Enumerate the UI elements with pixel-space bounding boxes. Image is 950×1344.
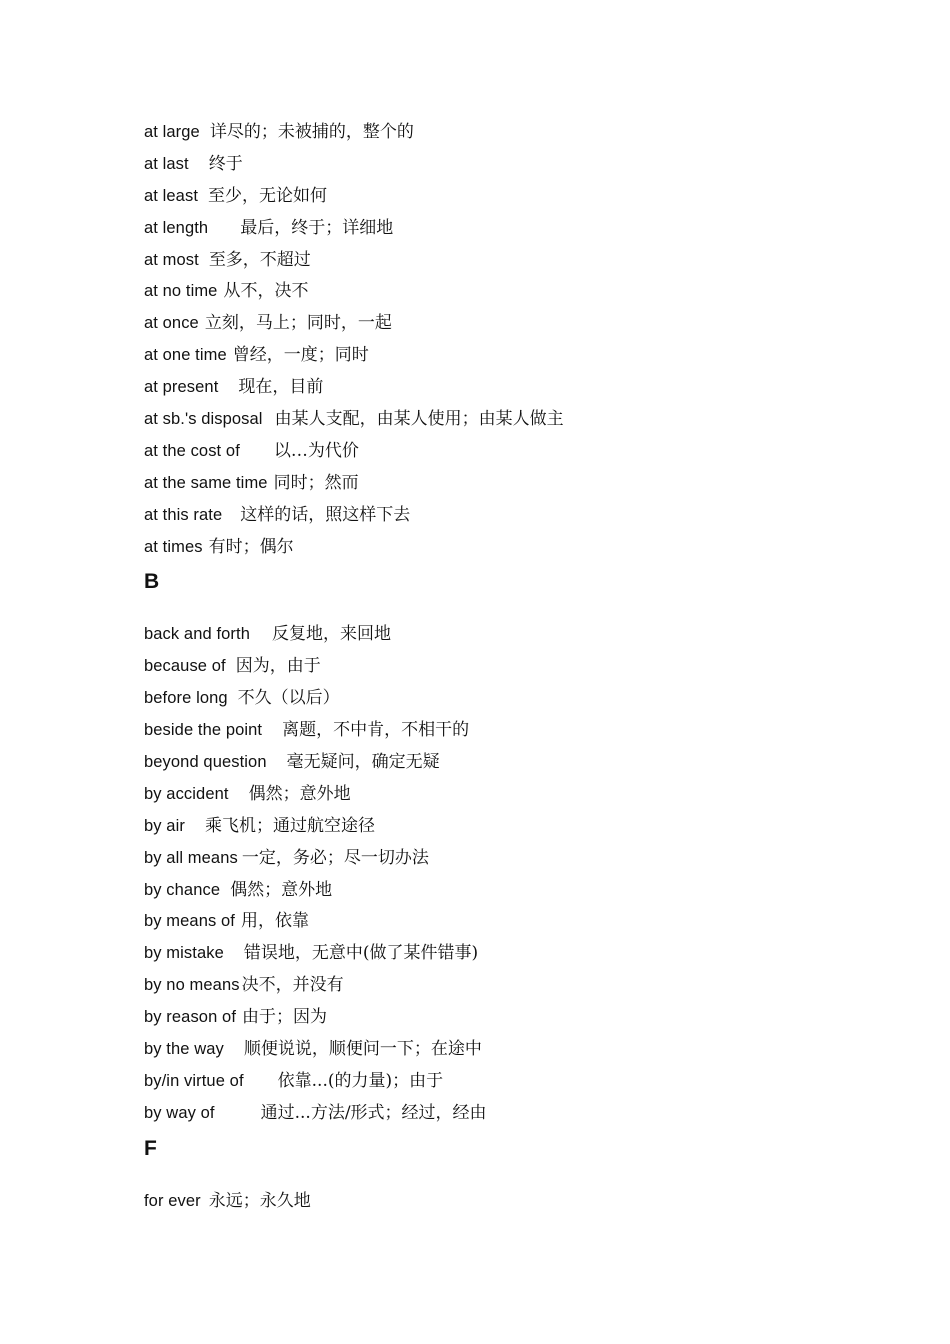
phrase-entry	[144, 842, 904, 874]
phrase-list-page	[144, 116, 904, 1217]
phrase-chinese: 由某人支配，由某人使用；由某人做主	[274, 409, 564, 430]
phrase-chinese: 不久（以后）	[237, 688, 340, 709]
phrase-entry	[144, 937, 904, 969]
phrase-chinese: 曾经，一度；同时	[232, 345, 369, 366]
phrase-chinese: 现在，目前	[238, 377, 324, 398]
phrase-entry	[144, 905, 904, 937]
phrase-entry	[144, 778, 904, 810]
phrase-entry	[144, 499, 904, 531]
phrase-english: at least	[144, 186, 198, 205]
phrase-chinese: 一定，务必；尽一切办法	[241, 847, 429, 868]
phrase-english: by way of	[144, 1103, 215, 1122]
phrase-chinese: 乘飞机；通过航空途径	[204, 815, 375, 836]
phrase-english: beyond question	[144, 753, 267, 772]
phrase-entry	[144, 531, 904, 563]
phrase-english: back and forth	[144, 625, 250, 644]
phrase-chinese: 从不，决不	[223, 281, 309, 302]
phrase-chinese: 永远；永久地	[208, 1190, 311, 1211]
phrase-chinese: 顺便说说，顺便问一下；在途中	[243, 1039, 482, 1060]
phrase-entry	[144, 244, 904, 276]
phrase-entry	[144, 116, 904, 148]
phrase-entry	[144, 275, 904, 307]
phrase-chinese: 通过...方法/形式；经过，经由	[260, 1102, 487, 1123]
phrase-english: at sb.'s disposal	[144, 410, 263, 429]
phrase-entry	[144, 1097, 904, 1129]
phrase-english: at no time	[144, 282, 218, 301]
phrase-english: by no means	[144, 976, 240, 995]
phrase-english: before long	[144, 689, 228, 708]
phrase-entry	[144, 714, 904, 746]
phrase-entry	[144, 212, 904, 244]
phrase-english: at one time	[144, 346, 227, 365]
phrase-english: by/in virtue of	[144, 1071, 244, 1090]
phrase-chinese: 至少，无论如何	[208, 185, 327, 206]
phrase-chinese: 因为，由于	[235, 656, 321, 677]
phrase-english: at times	[144, 537, 203, 556]
phrase-entry	[144, 371, 904, 403]
phrase-english: at present	[144, 378, 219, 397]
phrase-chinese: 偶然；意外地	[230, 879, 333, 900]
section-heading: B	[144, 570, 160, 594]
section-spacer	[144, 1169, 904, 1185]
phrase-entry	[144, 874, 904, 906]
phrase-english: by the way	[144, 1040, 224, 1059]
phrase-chinese: 毫无疑问，确定无疑	[286, 752, 440, 773]
phrase-entry	[144, 467, 904, 499]
phrase-entry	[144, 810, 904, 842]
phrase-entry	[144, 1033, 904, 1065]
phrase-entry	[144, 307, 904, 339]
phrase-entry	[144, 339, 904, 371]
phrase-english: by mistake	[144, 944, 224, 963]
phrase-entry	[144, 148, 904, 180]
phrase-english: by means of	[144, 912, 235, 931]
phrase-chinese: 同时；然而	[273, 472, 359, 493]
phrase-english: at this rate	[144, 505, 223, 524]
phrase-english: at the same time	[144, 473, 268, 492]
phrase-chinese: 依靠...(的力量)；由于	[277, 1070, 444, 1091]
phrase-entry	[144, 746, 904, 778]
phrase-chinese: 详尽的；未被捕的，整个的	[209, 122, 414, 142]
phrase-english: at length	[144, 218, 209, 237]
phrase-english: by chance	[144, 880, 221, 899]
phrase-chinese: 终于	[208, 153, 243, 174]
phrase-chinese: 由于；因为	[242, 1007, 328, 1028]
phrase-english: at most	[144, 250, 199, 269]
phrase-chinese: 有时；偶尔	[208, 536, 294, 557]
phrase-chinese: 反复地，来回地	[271, 624, 391, 645]
phrase-entry	[144, 1185, 904, 1217]
phrase-entry	[144, 1001, 904, 1033]
phrase-entry	[144, 969, 904, 1001]
phrase-chinese: 用，依靠	[240, 911, 309, 932]
phrase-entry	[144, 435, 904, 467]
phrase-english: by reason of	[144, 1008, 237, 1027]
phrase-english: by all means	[144, 848, 238, 867]
phrase-chinese: 离题，不中肯，不相干的	[282, 720, 470, 741]
phrase-english: at once	[144, 314, 199, 333]
phrase-english: beside the point	[144, 721, 263, 740]
phrase-chinese: 至多，不超过	[208, 249, 311, 270]
phrase-entry	[144, 682, 904, 714]
phrase-entry	[144, 1065, 904, 1097]
section-spacer	[144, 602, 904, 618]
phrase-entry	[144, 180, 904, 212]
phrase-english: at last	[144, 154, 189, 173]
section-heading: F	[144, 1136, 157, 1160]
phrase-chinese: 决不，并没有	[241, 975, 344, 996]
phrase-english: by air	[144, 816, 185, 835]
phrase-english: at the cost of	[144, 441, 240, 460]
phrase-chinese: 错误地，无意中(做了某件错事)	[243, 943, 479, 964]
phrase-entry	[144, 650, 904, 682]
phrase-english: for ever	[144, 1191, 201, 1210]
phrase-chinese: 最后，终于；详细地	[240, 217, 394, 238]
phrase-english: because of	[144, 657, 226, 676]
phrase-chinese: 偶然；意外地	[248, 783, 351, 804]
phrase-chinese: 以…为代价	[273, 440, 359, 461]
phrase-entry	[144, 403, 904, 435]
phrase-chinese: 这样的话，照这样下去	[240, 504, 411, 525]
phrase-chinese: 立刻，马上；同时，一起	[204, 313, 392, 334]
phrase-entry	[144, 618, 904, 650]
phrase-english: at large	[144, 123, 200, 141]
phrase-english: by accident	[144, 784, 229, 803]
